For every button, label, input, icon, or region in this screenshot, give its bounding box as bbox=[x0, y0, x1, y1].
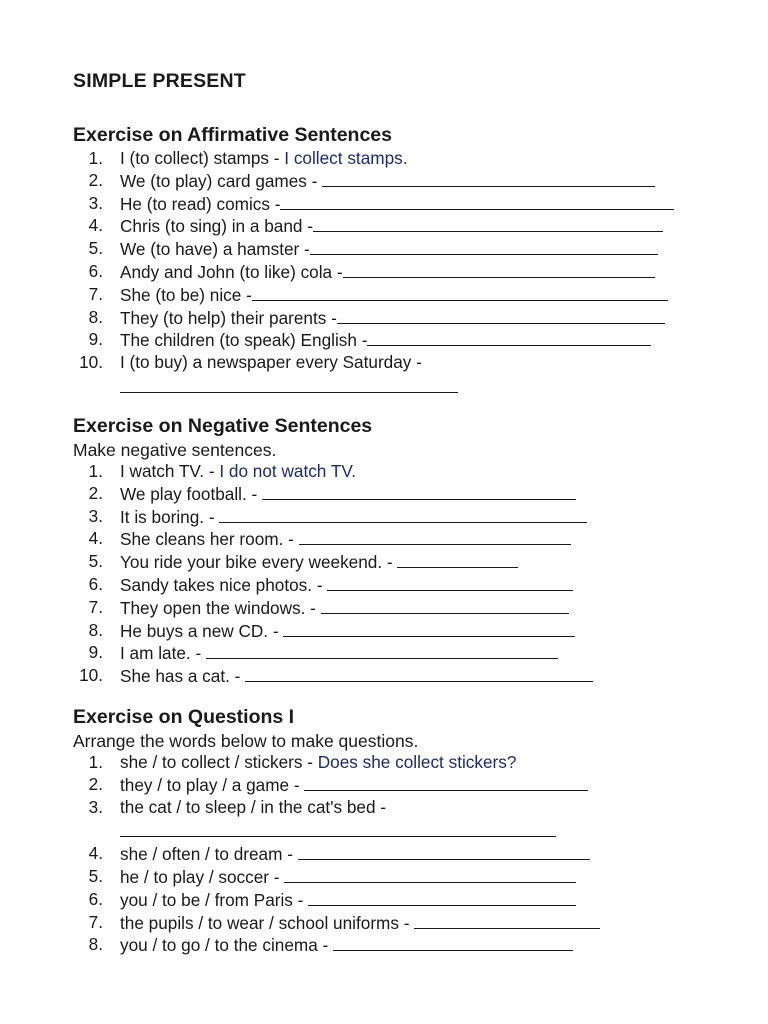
section-negative bbox=[73, 413, 713, 688]
section-instruction: Make negative sentences. bbox=[73, 440, 277, 460]
list-item: 5. We (to have) a hamster - bbox=[73, 238, 713, 261]
list-item: 7. the pupils / to wear / school uniforms - bbox=[73, 912, 713, 935]
exercise-list bbox=[73, 148, 713, 399]
answer-blank[interactable] bbox=[298, 843, 590, 860]
answer-blank[interactable] bbox=[397, 551, 518, 568]
answer-blank[interactable] bbox=[252, 284, 668, 301]
answer-blank[interactable] bbox=[280, 193, 674, 210]
answer-blank[interactable] bbox=[322, 170, 655, 187]
list-item: 10. She has a cat. - bbox=[73, 665, 713, 688]
answer-blank[interactable] bbox=[120, 820, 556, 837]
list-item: 8. They (to help) their parents - bbox=[73, 307, 713, 330]
list-item: 1. I (to collect) stamps - I collect stamps. bbox=[88, 148, 408, 168]
answer-blank[interactable] bbox=[308, 889, 576, 906]
answer-blank[interactable] bbox=[245, 665, 593, 682]
answer-blank[interactable] bbox=[206, 642, 558, 659]
list-item: 8. He buys a new CD. - bbox=[73, 620, 713, 643]
section-affirmative bbox=[73, 122, 713, 399]
answer-blank[interactable] bbox=[327, 574, 573, 591]
list-item: 6. Andy and John (to like) cola - bbox=[73, 261, 713, 284]
list-item: 4. She cleans her room. - bbox=[73, 528, 713, 551]
list-item: 7. They open the windows. - bbox=[73, 597, 713, 620]
section-instruction: Arrange the words below to make questions. bbox=[73, 731, 419, 751]
list-item: 2. they / to play / a game - bbox=[73, 774, 713, 797]
exercise-list bbox=[73, 752, 713, 957]
answer-text: I do not watch TV. bbox=[219, 461, 356, 481]
answer-blank[interactable] bbox=[304, 774, 588, 791]
answer-blank[interactable] bbox=[284, 866, 576, 883]
answer-blank[interactable] bbox=[310, 238, 658, 255]
exercise-list bbox=[73, 461, 713, 688]
list-item: 1. she / to collect / stickers - Does she collect stickers? bbox=[88, 752, 517, 772]
list-item: 3. the cat / to sleep / in the cat's bed - bbox=[73, 797, 713, 844]
list-item: 4. she / often / to dream - bbox=[73, 843, 713, 866]
answer-blank[interactable] bbox=[414, 912, 600, 929]
list-item: 10. I (to buy) a newspaper every Saturday - bbox=[73, 352, 713, 399]
section-heading: Exercise on Negative Sentences bbox=[73, 415, 373, 437]
answer-blank[interactable] bbox=[343, 261, 655, 278]
answer-blank[interactable] bbox=[120, 376, 458, 393]
answer-blank[interactable] bbox=[313, 215, 663, 232]
list-item: 6. you / to be / from Paris - bbox=[73, 889, 713, 912]
list-item: 9. The children (to speak) English - bbox=[73, 329, 713, 352]
answer-blank[interactable] bbox=[337, 307, 665, 324]
answer-blank[interactable] bbox=[299, 528, 571, 545]
list-item: 2. We (to play) card games - bbox=[73, 170, 713, 193]
answer-text: I collect stamps. bbox=[284, 148, 408, 168]
section-questions bbox=[73, 704, 713, 957]
list-item: 1. I watch TV. - I do not watch TV. bbox=[88, 461, 356, 481]
page-title: SIMPLE PRESENT bbox=[73, 70, 246, 92]
section-heading: Exercise on Affirmative Sentences bbox=[73, 124, 392, 146]
answer-blank[interactable] bbox=[219, 506, 587, 523]
list-item: 9. I am late. - bbox=[73, 642, 713, 665]
list-item: 3. He (to read) comics - bbox=[73, 193, 713, 216]
list-item: 5. You ride your bike every weekend. - bbox=[73, 551, 713, 574]
list-item: 7. She (to be) nice - bbox=[73, 284, 713, 307]
answer-text: Does she collect stickers? bbox=[317, 752, 517, 772]
section-heading: Exercise on Questions I bbox=[73, 706, 295, 728]
list-item: 6. Sandy takes nice photos. - bbox=[73, 574, 713, 597]
list-item: 5. he / to play / soccer - bbox=[73, 866, 713, 889]
list-item: 3. It is boring. - bbox=[73, 506, 713, 529]
answer-blank[interactable] bbox=[367, 329, 651, 346]
answer-blank[interactable] bbox=[321, 597, 569, 614]
answer-blank[interactable] bbox=[283, 620, 575, 637]
answer-blank[interactable] bbox=[333, 934, 573, 951]
list-item: 2. We play football. - bbox=[73, 483, 713, 506]
list-item: 8. you / to go / to the cinema - bbox=[73, 934, 713, 957]
list-item: 4. Chris (to sing) in a band - bbox=[73, 215, 713, 238]
answer-blank[interactable] bbox=[262, 483, 576, 500]
